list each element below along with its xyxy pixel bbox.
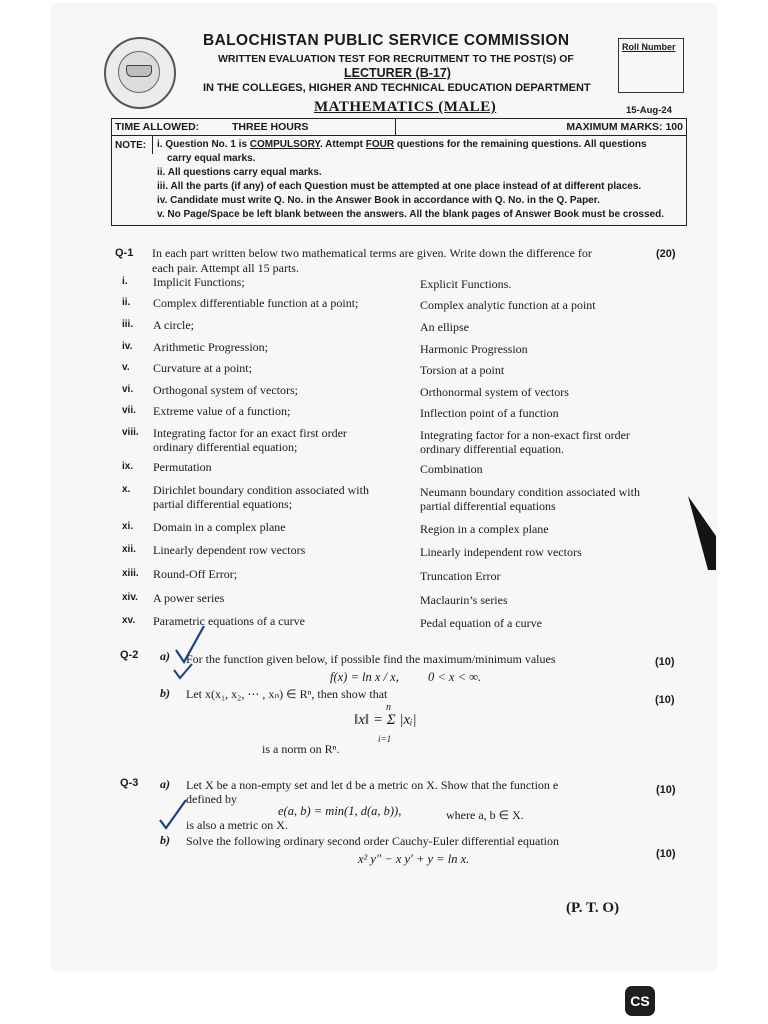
max-marks: MAXIMUM MARKS: 100 (566, 121, 683, 133)
q1-part-right-term-cont: partial differential equations (420, 499, 556, 513)
q3-b-formula: x² y″ − x y′ + y = ln x. (358, 852, 470, 866)
q1-part-right-term: Combination (420, 462, 483, 476)
q1-part-left-term: Dirichlet boundary condition associated with (153, 483, 369, 497)
q3-a-text3: is also a metric on X. (186, 818, 288, 832)
subject-title: MATHEMATICS (MALE) (314, 99, 497, 115)
q1-part-left-term: Integrating factor for an exact first order (153, 426, 347, 440)
q3-b-text: Solve the following ordinary second order Cauchy-Euler differential equation (186, 834, 559, 848)
page-edge-shadow (688, 496, 716, 570)
camscanner-badge-icon[interactable]: CS (625, 986, 655, 1016)
roll-number-box (618, 38, 684, 93)
q1-part-left-term: Permutation (153, 460, 212, 474)
tick-mark-icon (158, 798, 198, 838)
q2-b-marks: (10) (655, 694, 675, 706)
q1-part-number: viii. (122, 427, 139, 438)
q1-part-right-term: Explicit Functions. (420, 277, 512, 291)
q1-part-left-term: A circle; (153, 318, 194, 332)
q1-part-number: iv. (122, 341, 133, 352)
q2-b-label: b) (160, 686, 170, 700)
q1-part-left-term: Domain in a complex plane (153, 520, 286, 534)
q1-part-right-term: Neumann boundary condition associated with (420, 485, 640, 499)
q3-a-where: where a, b ∈ X. (446, 808, 524, 822)
q1-part-right-term: Region in a complex plane (420, 522, 549, 536)
q2-a-label: a) (160, 649, 170, 663)
q1-part-left-term: Round-Off Error; (153, 567, 238, 581)
q1-marks: (20) (656, 248, 676, 260)
test-title: WRITTEN EVALUATION TEST FOR RECRUITMENT TO THE POST(S) OF (218, 53, 574, 65)
q1-part-left-term: Curvature at a point; (153, 361, 252, 375)
q1-part-number: iii. (122, 319, 134, 330)
q3-number: Q-3 (120, 777, 139, 789)
time-label: TIME ALLOWED: (115, 121, 200, 133)
q2-a-text: For the function given below, if possible find the maximum/minimum values (186, 652, 556, 666)
q3-a-marks: (10) (656, 784, 676, 796)
q3-a-formula: e(a, b) = min(1, d(a, b)), (278, 804, 402, 818)
q1-part-left-term: Complex differentiable function at a point; (153, 296, 359, 310)
q1-part-right-term: Inflection point of a function (420, 406, 559, 420)
q1-part-left-term-cont: ordinary differential equation; (153, 440, 298, 454)
q1-number: Q-1 (115, 247, 134, 259)
note-line-3: iii. All the parts (if any) of each Question must be attempted at one place instead of at different places. (157, 181, 642, 192)
q1-part-number: xi. (122, 521, 134, 532)
q1-part-right-term: Orthonormal system of vectors (420, 385, 569, 399)
q3-a-text2: defined by (186, 792, 237, 806)
commission-seal-logo (104, 37, 176, 109)
q1-part-left-term-cont: partial differential equations; (153, 497, 293, 511)
q1-part-right-term: Harmonic Progression (420, 342, 528, 356)
q1-part-number: v. (122, 362, 130, 373)
q2-a-formula: f(x) = ln x / x, (330, 670, 399, 684)
q1-part-number: i. (122, 276, 128, 287)
q1-part-number: xiv. (122, 592, 138, 603)
q1-part-number: vi. (122, 384, 134, 395)
q1-part-right-term: Linearly independent row vectors (420, 545, 582, 559)
note-line-1-cont: carry equal marks. (167, 153, 256, 164)
q2-b-formula: ‖x‖ = Σ |xᵢ| (354, 712, 417, 728)
q2-b-sum-bottom: i=1 (378, 734, 392, 744)
time-marks-row (111, 118, 687, 136)
q1-part-number: ii. (122, 297, 131, 308)
q2-a-domain: 0 < x < ∞. (428, 670, 482, 684)
q3-b-label: b) (160, 833, 170, 847)
q1-part-right-term: Maclaurin’s series (420, 593, 508, 607)
note-box (111, 136, 687, 226)
q1-intro-cont: each pair. Attempt all 15 parts. (152, 261, 299, 275)
department-title: IN THE COLLEGES, HIGHER AND TECHNICAL EDUCATION DEPARTMENT (203, 82, 591, 94)
q1-part-right-term-cont: ordinary differential equation. (420, 442, 565, 456)
q1-part-right-term: Integrating factor for a non-exact first order (420, 428, 630, 442)
q1-part-number: xii. (122, 544, 136, 555)
q1-part-number: xv. (122, 615, 136, 626)
q3-b-marks: (10) (656, 848, 676, 860)
q2-b-text: Let x(x₁, x₂, ⋯ , xₙ) ∈ Rⁿ, then show that (186, 687, 388, 701)
q2-b-end: is a norm on Rⁿ. (262, 742, 340, 756)
time-value: THREE HOURS (232, 121, 309, 133)
q1-part-right-term: Pedal equation of a curve (420, 616, 542, 630)
q1-part-right-term: Complex analytic function at a point (420, 298, 596, 312)
q1-part-left-term: Extreme value of a function; (153, 404, 291, 418)
note-line-2: ii. All questions carry equal marks. (157, 167, 322, 178)
note-line-4: iv. Candidate must write Q. No. in the Answer Book in accordance with Q. No. in the Q. Paper. (157, 195, 600, 206)
q1-part-right-term: An ellipse (420, 320, 469, 334)
q1-part-left-term: Implicit Functions; (153, 275, 245, 289)
q1-part-left-term: A power series (153, 591, 225, 605)
tick-mark-icon (170, 620, 230, 680)
q1-part-number: xiii. (122, 568, 139, 579)
q2-b-sum-top: n (386, 702, 391, 713)
roll-number-label: Roll Number (622, 42, 676, 52)
q1-part-left-term: Arithmetic Progression; (153, 340, 268, 354)
q2-number: Q-2 (120, 649, 139, 661)
q1-intro: In each part written below two mathematical terms are given. Write down the difference for (152, 246, 592, 260)
commission-title: BALOCHISTAN PUBLIC SERVICE COMMISSION (203, 32, 570, 49)
q1-part-number: vii. (122, 405, 136, 416)
q3-a-text: Let X be a non-empty set and let d be a metric on X. Show that the function e (186, 778, 559, 792)
q1-part-right-term: Truncation Error (420, 569, 501, 583)
q1-part-left-term: Orthogonal system of vectors; (153, 383, 298, 397)
note-label: NOTE: (115, 140, 147, 151)
q1-part-left-term: Parametric equations of a curve (153, 614, 305, 628)
q1-part-number: ix. (122, 461, 134, 472)
q1-part-number: x. (122, 484, 131, 495)
q3-a-label: a) (160, 777, 170, 791)
exam-date: 15-Aug-24 (626, 105, 672, 116)
q2-a-marks: (10) (655, 656, 675, 668)
pto-label: (P. T. O) (566, 900, 620, 916)
note-line-1: i. Question No. 1 is COMPULSORY. Attempt FOUR questions for the remaining questions. All questions (157, 139, 647, 150)
q1-part-right-term: Torsion at a point (420, 363, 505, 377)
q1-part-left-term: Linearly dependent row vectors (153, 543, 306, 557)
note-line-5: v. No Page/Space be left blank between the answers. All the blank pages of Answer Book must be crossed. (157, 209, 664, 220)
post-title: LECTURER (B-17) (344, 66, 451, 80)
